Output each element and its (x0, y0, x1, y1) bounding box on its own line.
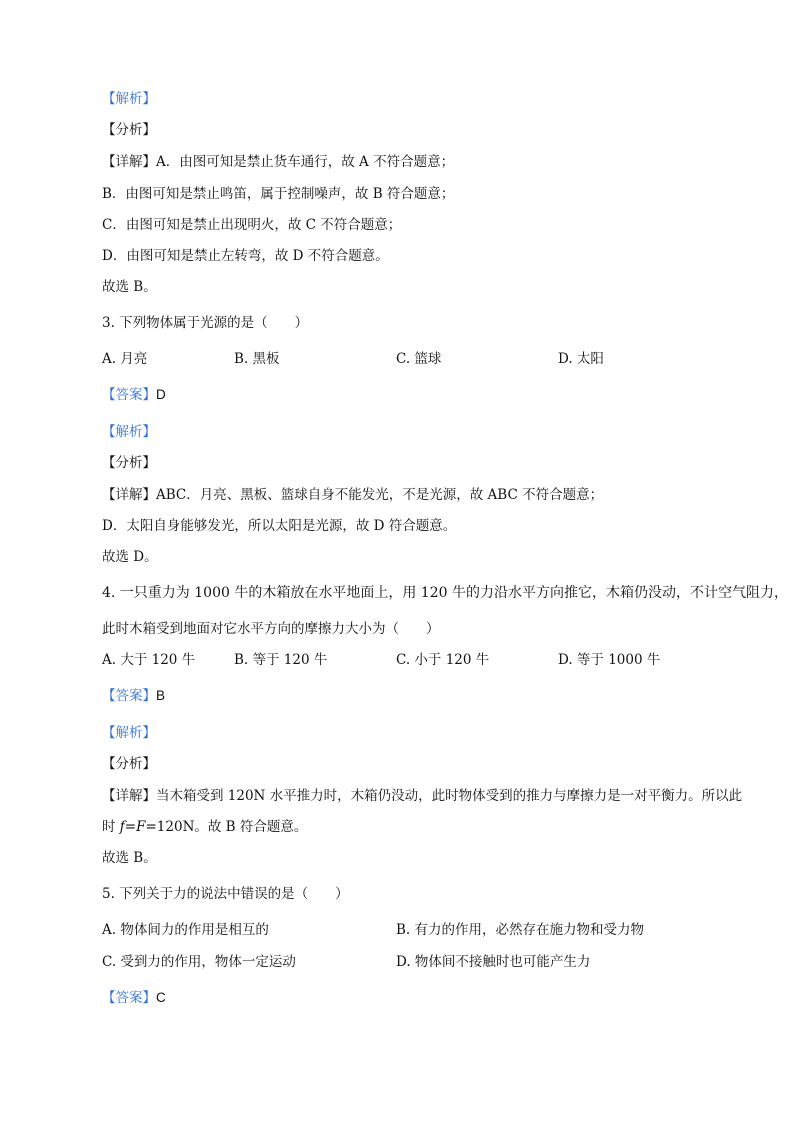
q4-choose: 故选 B。 (102, 850, 157, 866)
q4-option-a: A. 大于 120 牛 (102, 652, 196, 668)
q3-choose: 故选 D。 (102, 549, 158, 565)
q4-option-c: C. 小于 120 牛 (396, 652, 490, 668)
q3-detail (102, 485, 603, 505)
q2-detail-c: C．由图可知是禁止出现明火，故 C 不符合题意； (102, 217, 402, 233)
detail-tag: 【详解】 (102, 154, 156, 170)
q4-stem-line1: 4. 一只重力为 1000 牛的木箱放在水平地面上，用 120 牛的力沿水平方向推它，木箱仍没动，不计空气阻力， (102, 585, 788, 601)
q5-option-a: A. 物体间力的作用是相互的 (102, 922, 269, 938)
fenxi-tag: 【分析】 (102, 455, 156, 471)
detail-tag: 【详解】 (102, 788, 156, 804)
q3-stem: 3. 下列物体属于光源的是（ ） (102, 315, 309, 331)
analysis-tag: 【解析】 (102, 91, 156, 107)
q4-detail-text: 当木箱受到 120N 水平推力时，木箱仍没动，此时物体受到的推力与摩擦力是一对平衡力。所以此 (156, 788, 743, 804)
q3-answer-value: D (156, 387, 166, 402)
q3-option-c: C. 篮球 (396, 351, 442, 367)
q4-detail-line2 (102, 817, 307, 837)
q5-option-b: B. 有力的作用，必然存在施力物和受力物 (396, 922, 645, 938)
q4-detail-line1 (102, 786, 742, 806)
detail-tag: 【详解】 (102, 487, 156, 503)
q5-answer-value: C (156, 990, 166, 1005)
q4-symbol-F: F (136, 819, 146, 835)
q5-option-d: D. 物体间不接触时也可能产生力 (396, 954, 591, 970)
q2-choose: 故选 B。 (102, 279, 157, 295)
q4-answer (102, 686, 165, 706)
q2-detail-b: B．由图可知是禁止鸣笛，属于控制噪声，故 B 符合题意； (102, 186, 455, 202)
q4-option-b: B. 等于 120 牛 (234, 652, 328, 668)
q3-option-a: A. 月亮 (102, 351, 148, 367)
q4-detail-prefix: 时 (102, 819, 120, 835)
q2-detail-d: D．由图可知是禁止左转弯，故 D 不符合题意。 (102, 248, 389, 264)
q2-detail-a (102, 152, 454, 172)
q4-answer-value: B (156, 688, 166, 703)
q4-stem-line2: 此时木箱受到地面对它水平方向的摩擦力大小为（ ） (102, 621, 440, 637)
answer-tag: 【答案】 (102, 990, 156, 1006)
q4-symbol-eq: = (124, 819, 137, 835)
q5-option-c: C. 受到力的作用，物体一定运动 (102, 954, 296, 970)
q2-detail-a-text: A．由图可知是禁止货车通行，故 A 不符合题意； (156, 154, 455, 170)
q3-option-b: B. 黑板 (234, 351, 280, 367)
q5-answer (102, 988, 166, 1008)
q3-detail-text: ABC．月亮、黑板、篮球自身不能发光，不是光源，故 ABC 不符合题意； (156, 487, 604, 503)
fenxi-tag: 【分析】 (102, 122, 156, 138)
q4-detail-rest: =120N。故 B 符合题意。 (145, 819, 308, 835)
q3-detail-d: D．太阳自身能够发光，所以太阳是光源，故 D 符合题意。 (102, 518, 457, 534)
fenxi-tag: 【分析】 (102, 756, 156, 772)
q3-answer (102, 385, 166, 405)
analysis-tag: 【解析】 (102, 424, 156, 440)
analysis-tag: 【解析】 (102, 725, 156, 741)
q4-symbol-f: f (119, 819, 125, 835)
answer-tag: 【答案】 (102, 688, 156, 704)
q3-option-d: D. 太阳 (558, 351, 604, 367)
q4-option-d: D. 等于 1000 牛 (558, 652, 661, 668)
q5-stem: 5. 下列关于力的说法中错误的是（ ） (102, 886, 349, 902)
answer-tag: 【答案】 (102, 387, 156, 403)
